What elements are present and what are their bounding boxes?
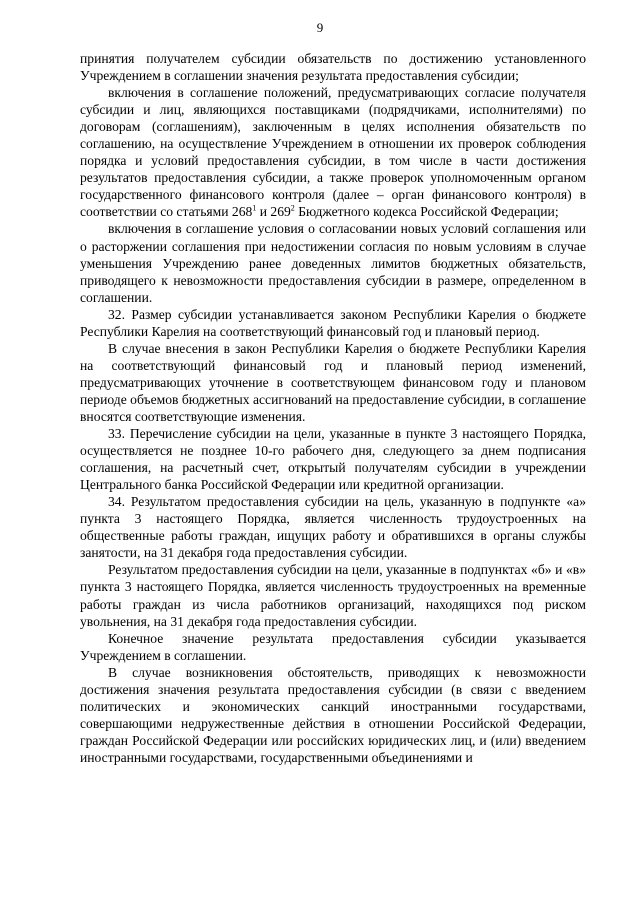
superscript: 2 [290, 203, 295, 213]
superscript: 1 [252, 203, 257, 213]
paragraph: Конечное значение результата предоставления субсидии указывается Учреждением в соглашении. [80, 630, 586, 663]
paragraph: В случае возникновения обстоятельств, приводящих к невозможности достижения значения результата предоставления субсидии (в связи с введением политических и экономических санкций иностранными государствами, совершающими недружественные действия в отношении Российской Федерации, граждан Российской Федерации или российских юридических лиц, и (или) введением иностранными государствами, государственными объединениями и [80, 664, 586, 765]
paragraph-text: включения в соглашение положений, предусматривающих согласие получателя субсидии и лиц, являющихся поставщиками (подрядчиками, исполнителями) по договорам (соглашениям), заключенным в целях исполнения обязательств по соглашению, на осуществление Учреждением в отношении их проверок соблюдения порядка и условий предоставления субсидии, в том числе в части достижения результатов предоставления субсидии, а также проверок уполномоченным органом государственного финансового контроля (далее – орган финансового контроля) в соответствии со статьями 268 [80, 85, 586, 220]
paragraph: включения в соглашение условия о согласовании новых условий соглашения или о расторжении соглашения при недостижении согласия по новым условиям в случае уменьшения Учреждению ранее доведенных лимитов бюджетных обязательств, приводящего к невозможности предоставления субсидии в размере, определенном в соглашении. [80, 221, 586, 305]
document-body [80, 50, 586, 766]
paragraph: 34. Результатом предоставления субсидии на цель, указанную в подпункте «а» пункта 3 настоящего Порядка, является численность трудоустроенных на общественные работы граждан, ищущих работу и обратившихся в органы службы занятости, на 31 декабря года предоставления субсидии. [80, 494, 586, 561]
paragraph: принятия получателем субсидии обязательств по достижению установленного Учреждением в соглашении значения результата предоставления субсидии; [80, 51, 586, 84]
paragraph-text: и 269 [256, 204, 291, 220]
paragraph: Результатом предоставления субсидии на цели, указанные в подпунктах «б» и «в» пункта 3 настоящего Порядка, является численность трудоустроенных на временные работы граждан из числа работников организаций, находящихся под риском увольнения, на 31 декабря года предоставления субсидии. [80, 562, 586, 629]
paragraph [80, 84, 586, 220]
page-number: 9 [316, 20, 324, 35]
paragraph: В случае внесения в закон Республики Карелия о бюджете Республики Карелия на соответствующий финансовый год и плановый период изменений, предусматривающих уточнение в соответствующем финансовом году и плановом периоде объемов бюджетных ассигнований на предоставление субсидии, в соглашение вносятся соответствующие изменения. [80, 340, 586, 424]
paragraph: 33. Перечисление субсидии на цели, указанные в пункте 3 настоящего Порядка, осуществляется не позднее 10-го рабочего дня, следующего за днем подписания соглашения, на расчетный счет, открытый получателям субсидии в учреждении Центрального банка Российской Федерации или кредитной организации. [80, 426, 586, 493]
paragraph-text: Бюджетного кодекса Российской Федерации; [294, 204, 559, 220]
paragraph: 32. Размер субсидии устанавливается законом Республики Карелия о бюджете Республики Карелия на соответствующий финансовый год и плановый период. [80, 306, 586, 339]
